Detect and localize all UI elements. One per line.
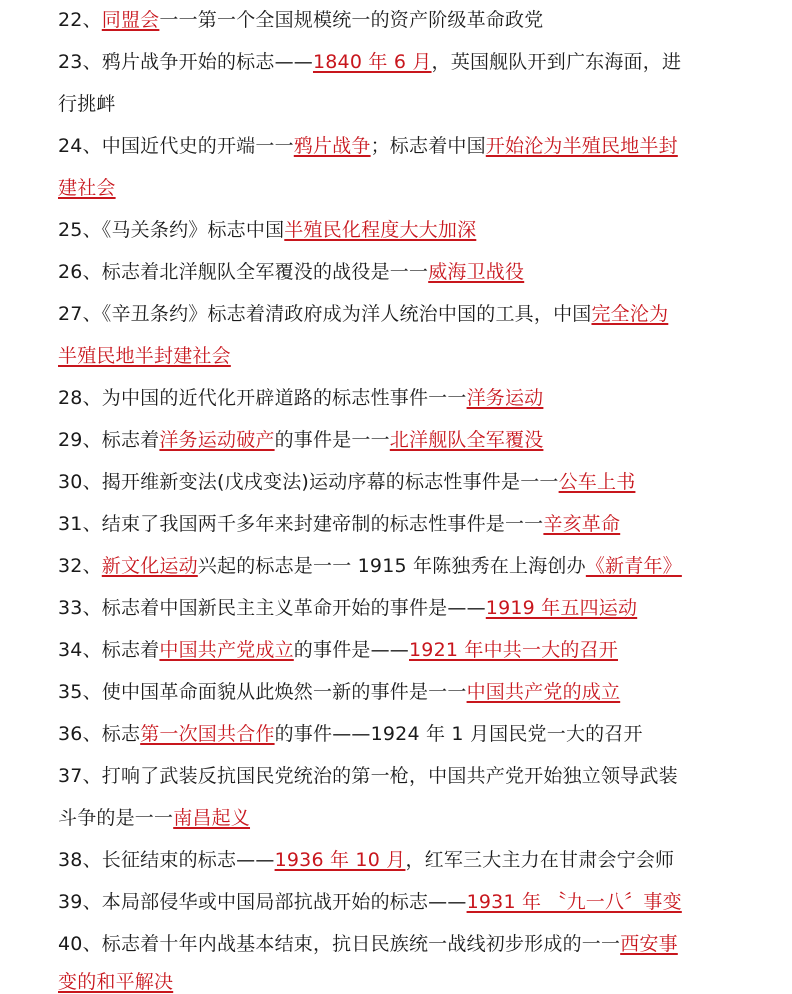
line-text: 的事件是—— (293, 639, 409, 661)
highlighted-answer: 变的和平解决 (58, 971, 174, 993)
highlighted-answer: 西安事 (620, 933, 678, 955)
highlighted-answer: 半殖民化程度大大加深 (284, 219, 477, 241)
line-text: 30、揭开维新变法(戊戌变法)运动序幕的标志性事件是一一 (58, 471, 559, 493)
text-line (58, 512, 758, 536)
highlighted-answer: 1931 年 〝九一八〞事变 (466, 891, 682, 913)
line-text: 的事件是一一 (274, 429, 390, 451)
highlighted-answer: 1936 年 10 月 (274, 849, 406, 871)
line-text: 36、标志 (58, 723, 141, 745)
line-text: 32、 (58, 555, 102, 577)
highlighted-answer: 第一次国共合作 (140, 723, 275, 745)
line-text: 31、结束了我国两千多年来封建帝制的标志性事件是一一 (58, 513, 544, 535)
highlighted-answer: 辛亥革命 (543, 513, 621, 535)
text-line (58, 932, 758, 956)
line-text: 27、《辛丑条约》标志着清政府成为洋人统治中国的工具，中国 (58, 303, 592, 325)
line-text: ，英国舰队开到广东海面，进 (431, 51, 682, 73)
line-text: 28、为中国的近代化开辟道路的标志性事件一一 (58, 387, 467, 409)
text-line (58, 176, 758, 200)
highlighted-answer: 南昌起义 (173, 807, 251, 829)
line-text: 40、标志着十年内战基本结束，抗日民族统一战线初步形成的一一 (58, 933, 621, 955)
highlighted-answer: 鸦片战争 (293, 135, 371, 157)
highlighted-answer: 洋务运动破产 (159, 429, 275, 451)
text-line (58, 260, 758, 284)
highlighted-answer: 1840 年 6 月 (312, 51, 432, 73)
highlighted-answer: 公车上书 (558, 471, 636, 493)
highlighted-answer: 威海卫战役 (428, 261, 525, 283)
text-line (58, 970, 758, 994)
text-line (58, 8, 758, 32)
highlighted-answer: 北洋舰队全军覆没 (389, 429, 544, 451)
text-line (58, 344, 758, 368)
highlighted-answer: 同盟会 (101, 9, 160, 31)
text-line (58, 596, 758, 620)
highlighted-answer: 《新青年》 (585, 555, 682, 577)
text-line (58, 302, 758, 326)
text-line (58, 638, 758, 662)
highlighted-answer: 中国共产党成立 (159, 639, 294, 661)
line-text: 35、使中国革命面貌从此焕然一新的事件是一一 (58, 681, 467, 703)
text-line (58, 386, 758, 410)
highlighted-answer: 洋务运动 (466, 387, 544, 409)
highlighted-answer: 建社会 (58, 177, 116, 199)
highlighted-answer: 中国共产党的成立 (466, 681, 621, 703)
text-line (58, 764, 758, 788)
line-text: 26、标志着北洋舰队全军覆没的战役是一一 (58, 261, 429, 283)
line-text: 22、 (58, 9, 102, 31)
line-text: 一一第一个全国规模统一的资产阶级革命政党 (159, 9, 544, 31)
line-text: 的事件——1924 年 1 月国民党一大的召开 (274, 723, 643, 745)
text-line (58, 806, 758, 830)
line-text: ，红军三大主力在甘肃会宁会师 (405, 849, 675, 871)
line-text: 斗争的是一一 (58, 807, 174, 829)
highlighted-answer: 完全沦为 (591, 303, 669, 325)
highlighted-answer: 半殖民地半封建社会 (58, 345, 231, 367)
highlighted-answer: 开始沦为半殖民地半封 (485, 135, 678, 157)
highlighted-answer: 1921 年中共一大的召开 (409, 639, 618, 661)
text-line (58, 680, 758, 704)
text-line (58, 470, 758, 494)
line-text: 37、打响了武装反抗国民党统治的第一枪，中国共产党开始独立领导武装 (58, 765, 678, 787)
line-text: 23、鸦片战争开始的标志—— (58, 51, 313, 73)
line-text: ；标志着中国 (370, 135, 486, 157)
text-line (58, 134, 758, 158)
text-line (58, 890, 758, 914)
text-line (58, 50, 758, 74)
text-line (58, 218, 758, 242)
line-text: 24、中国近代史的开端一一 (58, 135, 294, 157)
text-line (58, 848, 758, 872)
line-text: 25、《马关条约》标志中国 (58, 219, 285, 241)
line-text: 33、标志着中国新民主主义革命开始的事件是—— (58, 597, 486, 619)
text-line (58, 722, 758, 746)
line-text: 兴起的标志是一一 1915 年陈独秀在上海创办 (197, 555, 586, 577)
highlighted-answer: 1919 年五四运动 (485, 597, 638, 619)
line-text: 行挑衅 (58, 93, 116, 115)
text-line (58, 428, 758, 452)
text-line (58, 554, 758, 578)
text-line (58, 92, 758, 116)
highlighted-answer: 新文化运动 (101, 555, 198, 577)
line-text: 39、本局部侵华或中国局部抗战开始的标志—— (58, 891, 467, 913)
line-text: 34、标志着 (58, 639, 160, 661)
line-text: 38、长征结束的标志—— (58, 849, 275, 871)
line-text: 29、标志着 (58, 429, 160, 451)
